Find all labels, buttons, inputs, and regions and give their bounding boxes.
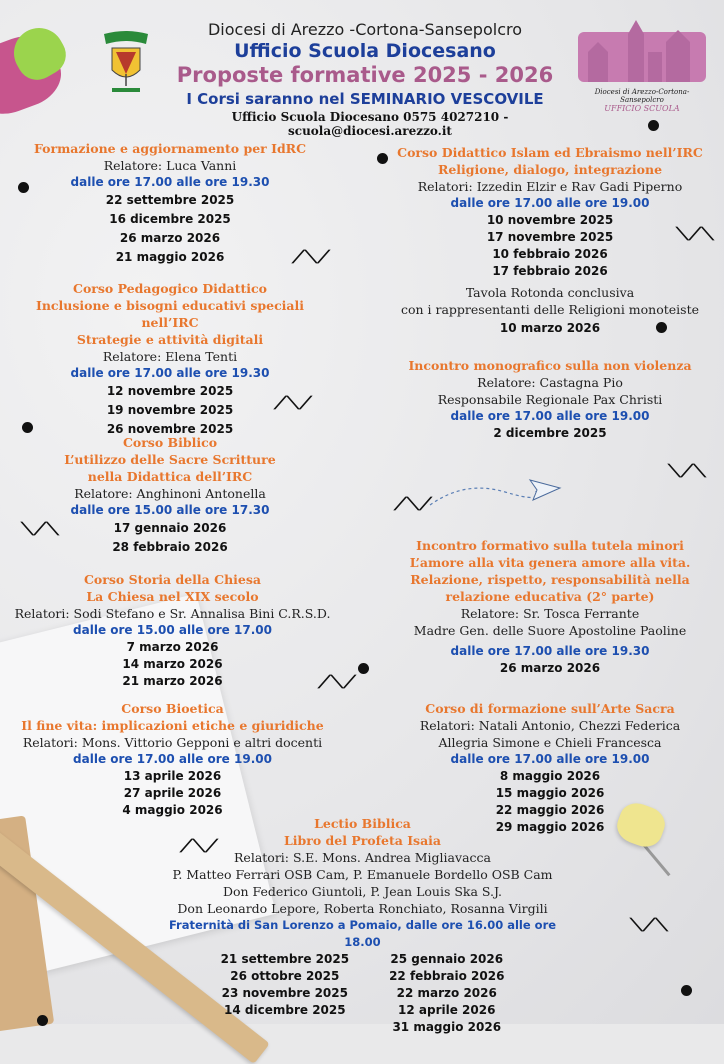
logo-line1: Diocesi di Arezzo-Cortona-Sansepolcro [594,88,690,104]
course-speaker: Don Leonardo Lepore, Roberta Ronchiato, Rosanna Virgili [177,901,548,916]
course-date: 28 febbraio 2026 [112,540,228,554]
course-block [10,140,330,267]
course-title: Il fine vita: implicazioni etiche e giuridiche [21,718,324,733]
course-date: 14 marzo 2026 [122,657,223,671]
course-speaker: Relatori: Natali Antonio, Chezzi Federica [419,718,681,733]
course-block [385,357,715,442]
dot-decoration [358,663,369,674]
course-title: Corso Pedagogico Didattico [73,281,267,296]
course-date: 26 novembre 2025 [106,422,234,436]
course-title: relazione educativa (2° parte) [445,589,655,604]
course-date: 22 maggio 2026 [495,803,605,817]
course-date: 17 febbraio 2026 [492,264,608,278]
ufficio-scuola-logo [578,12,706,113]
course-date: 10 febbraio 2026 [492,247,608,261]
course-date: 17 novembre 2025 [486,230,614,244]
course-speaker: Allegria Simone e Chieli Francesca [438,735,662,750]
course-block [385,144,715,337]
zigzag-decoration: ⟋⟍⟋ [318,672,356,693]
course-block [0,700,345,819]
zigzag-decoration: ⟋⟍⟋ [292,247,330,268]
course-date: 7 marzo 2026 [126,640,219,654]
course-date: 22 febbraio 2026 [389,969,505,983]
course-time: Fraternità di San Lorenzo a Pomaio, dalle ore 16.00 alle ore 18.00 [168,918,557,949]
course-date: 4 maggio 2026 [122,803,223,817]
course-speaker: Madre Gen. delle Suore Apostoline Paoline [413,623,687,638]
course-time: dalle ore 17.00 alle ore 19.00 [450,196,650,210]
course-title: Corso Storia della Chiesa [83,572,262,587]
course-title: Libro del Profeta Isaia [283,833,442,848]
course-date: 15 maggio 2026 [495,786,605,800]
course-title: Relazione, rispetto, responsabilità nella [410,572,690,587]
course-date: 21 settembre 2025 [220,952,350,966]
course-date: 10 novembre 2025 [486,213,614,227]
course-date: 26 ottobre 2025 [230,969,340,983]
course-title: Corso Didattico Islam ed Ebraismo nell’IRC [397,145,703,160]
course-date: 14 dicembre 2025 [224,1003,346,1017]
course-date: 31 maggio 2026 [392,1020,502,1034]
course-speaker: Relatore: Luca Vanni [103,158,237,173]
course-date: 27 aprile 2026 [123,786,222,800]
course-title: Formazione e aggiornamento per IdRC [33,141,307,156]
logo-line2: UFFICIO SCUOLA [604,104,680,113]
course-time: dalle ore 15.00 alle ore 17.30 [70,503,270,517]
dot-decoration [681,985,692,996]
course-speaker: Relatore: Anghinoni Antonella [74,486,266,501]
course-speaker: Relatori: Izzedin Elzir e Rav Gadi Piperno [417,179,683,194]
course-date: 2 dicembre 2025 [493,426,607,440]
zigzag-decoration: ⟋⟍⟋ [180,836,218,857]
course-date: 26 marzo 2026 [499,661,601,675]
course-block [10,434,330,557]
course-speaker: Relatore: Sr. Tosca Ferrante [460,606,640,621]
contact-line: Ufficio Scuola Diocesano 0575 4027210 - scuola@diocesi.arezzo.it [231,110,509,138]
course-date: 22 settembre 2025 [105,193,235,207]
course-speaker: Responsabile Regionale Pax Christi [437,392,663,407]
course-title: L’amore alla vita genera amore alla vita. [409,555,691,570]
course-title: Lectio Biblica [314,816,411,831]
course-time: dalle ore 17.00 alle ore 19.00 [450,409,650,423]
course-speaker: Relatori: Sodi Stefano e Sr. Annalisa Bini C.R.S.D. [14,606,331,621]
course-speaker: Relatore: Elena Tenti [102,349,238,364]
course-title: Incontro formativo sulla tutela minori [416,538,684,553]
course-date: 19 novembre 2025 [106,403,234,417]
course-speaker: P. Matteo Ferrari OSB Cam, P. Emanuele Bordello OSB Cam [172,867,553,882]
zigzag-decoration: ⟋⟍⟋ [274,393,312,414]
course-speaker: Relatori: Mons. Vittorio Gepponi e altri docenti [22,735,323,750]
course-title: Corso Bioetica [121,701,224,716]
paper-plane-icon [425,470,565,515]
dot-decoration [37,1015,48,1026]
course-date: 8 maggio 2026 [499,769,601,783]
course-time: dalle ore 15.00 alle ore 17.00 [73,623,272,637]
course-speaker: Relatori: S.E. Mons. Andrea Migliavacca [234,850,491,865]
lectio-block [150,815,575,1036]
course-title: Corso Biblico [122,435,218,450]
round-table-date: 10 marzo 2026 [499,321,601,335]
course-title: La Chiesa nel XIX secolo [86,589,259,604]
course-title: L’utilizzo delle Sacre Scritture [64,452,276,467]
course-date: 25 gennaio 2026 [390,952,504,966]
location-note: I Corsi saranno nel SEMINARIO VESCOVILE [186,90,544,108]
dot-decoration [648,120,659,131]
page-title: Proposte formative 2025 - 2026 [176,63,554,87]
course-time: dalle ore 17.00 alle ore 19.30 [70,175,270,189]
course-title: nella Didattica dell’IRC [87,469,253,484]
bishop-crest-icon [98,30,154,94]
course-date: 22 marzo 2026 [396,986,497,1000]
lectio-dates [150,951,575,1036]
course-time: dalle ore 17.00 alle ore 19.00 [450,752,650,766]
zigzag-decoration: ⟋⟍⟋ [394,494,432,515]
office-name: Ufficio Scuola Diocesano [234,40,496,62]
diocese-name: Diocesi di Arezzo -Cortona-Sansepolcro [207,20,522,39]
course-block [10,280,330,439]
course-block [385,537,715,677]
course-time: dalle ore 17.00 alle ore 19.30 [450,644,650,658]
course-date: 16 dicembre 2025 [109,212,231,226]
zigzag-decoration: ⟍⟋⟍ [668,461,706,482]
course-block [0,571,345,690]
course-title: Inclusione e bisogni educativi speciali nell’IRC [35,298,305,330]
course-date: 23 novembre 2025 [221,986,348,1000]
course-date: 29 maggio 2026 [495,820,605,834]
zigzag-decoration: ⟍⟋⟍ [21,519,59,540]
course-date: 17 gennaio 2026 [113,521,227,535]
course-title: Religione, dialogo, integrazione [437,162,663,177]
course-speaker: Relatore: Castagna Pio [477,375,623,390]
round-table-note: Tavola Rotonda conclusiva [465,285,635,300]
dates-column [221,951,350,1036]
course-date: 13 aprile 2026 [123,769,222,783]
zigzag-decoration: ⟍⟋⟍ [630,915,668,936]
course-title: Corso di formazione sull’Arte Sacra [425,701,675,716]
course-date: 21 marzo 2026 [122,674,223,688]
course-date: 21 maggio 2026 [115,250,225,264]
zigzag-decoration: ⟍⟋⟍ [676,224,714,245]
dates-column [389,951,504,1036]
course-time: dalle ore 17.00 alle ore 19.30 [70,366,270,380]
course-date: 12 aprile 2026 [398,1003,496,1017]
course-date: 12 novembre 2025 [106,384,234,398]
course-date: 26 marzo 2026 [119,231,221,245]
course-title: Strategie e attività digitali [76,332,264,347]
course-speaker: Don Federico Giuntoli, P. Jean Louis Ska S.J. [222,884,503,899]
course-title: Incontro monografico sulla non violenza [408,358,692,373]
round-table-note: con i rappresentanti delle Religioni monoteiste [400,302,700,317]
course-time: dalle ore 17.00 alle ore 19.00 [73,752,272,766]
